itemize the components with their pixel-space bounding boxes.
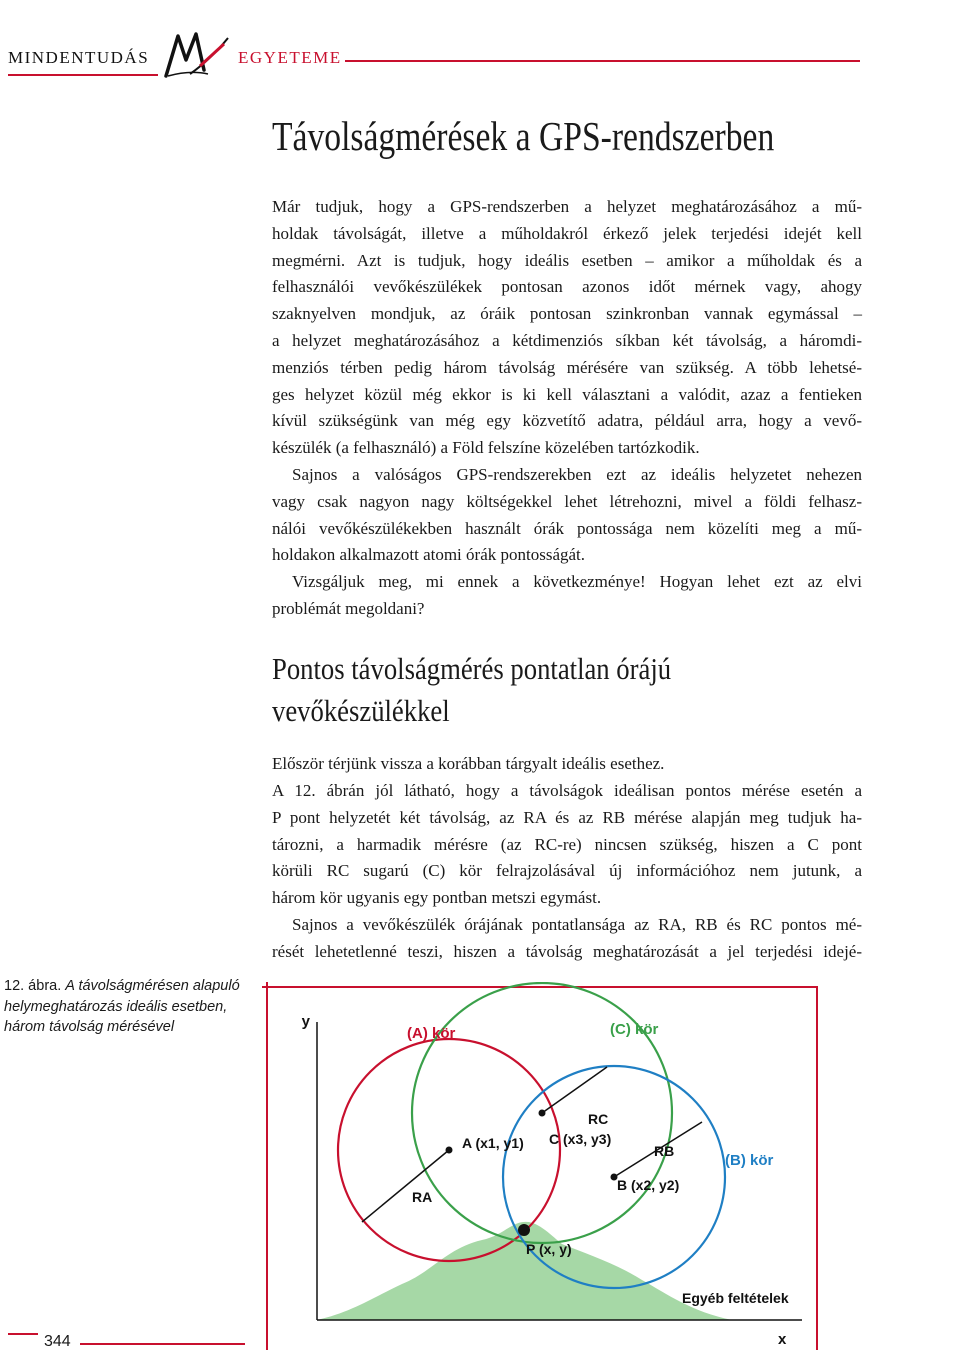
caption-text: A távolságmérésen alapuló helymeghatározás ideális esetben, három távolság mérésével [4, 978, 240, 1035]
point-b-label: B (x2, y2) [617, 1177, 680, 1193]
circle-a-label: (A) kör [407, 1025, 456, 1042]
heading-line: Pontos távolságmérés pontatlan órájú [272, 651, 672, 686]
section-heading [272, 648, 822, 732]
point-a-marker [446, 1147, 453, 1154]
paragraph-6 [272, 912, 862, 966]
header-divider-right [345, 60, 860, 62]
y-axis-label: y [301, 1013, 310, 1030]
point-c-marker [539, 1110, 546, 1117]
point-p-marker [518, 1224, 530, 1236]
radius-a-line [362, 1150, 449, 1222]
text-line: Először térjünk vissza a korábban tárgyalt ideális esethez. [272, 754, 665, 773]
heading-line: vevőkészülékkel [272, 693, 450, 728]
paragraph-5 [272, 778, 862, 912]
page-number-divider-right [80, 1343, 245, 1345]
text-line: Vizsgáljuk meg, mi ennek a következménye! Hogyan lehet ezt az elvi [292, 572, 862, 591]
text-line: tározni, a harmadik mérésre (az RC-re) nincsen szükség, hiszen a C pont [272, 834, 862, 854]
circle-b-label: (B) kör [725, 1152, 774, 1169]
text-line: problémát megoldani? [272, 598, 425, 618]
text-line: menziós térben pedig három távolság mérésére van szükség. A több lehetsé- [272, 357, 862, 377]
paragraph-3 [272, 569, 862, 623]
header-left-text: MINDENTUDÁS [8, 48, 150, 67]
text-line: Sajnos a vevőkészülék órájának pontatlansága az RA, RB és RC pontos mé- [292, 915, 862, 934]
text-line: Már tudjuk, hogy a GPS-rendszerben a helyzet meghatározásához a mű- [272, 197, 862, 216]
text-line: holdak távolságát, illetve a műholdakról érkező jelek terjedési idejét kell [272, 223, 862, 243]
circle-c-label: (C) kör [610, 1021, 659, 1038]
text-line: ges helyzet közül még ekkor is ki kell választani a valódit, azaz a fentieken [272, 384, 862, 404]
text-line: rését lehetetlenné teszi, hiszen a távolság meghatározását a jel terjedési idejé- [272, 941, 862, 961]
radius-c-label: RC [588, 1111, 609, 1127]
text-line: felhasználói vevőkészülékek pontosan azonos időt mérnek vagy, ahogy [272, 277, 862, 297]
text-line: Sajnos a valóságos GPS-rendszerekben ezt az ideális helyzetet nehezen [292, 465, 862, 484]
logo-icon [160, 30, 232, 80]
caption-label: 12. ábra. [4, 978, 62, 994]
paragraph-4 [272, 751, 862, 778]
x-axis-label: x [778, 1331, 787, 1348]
point-p-label: P (x, y) [526, 1241, 572, 1257]
text-line: P pont helyzetét két távolság, az RA és az RB mérése alapján meg tudjuk ha- [272, 807, 862, 827]
radius-a-label: RA [412, 1189, 433, 1205]
page-title: Távolságmérések a GPS-rendszerben [272, 113, 775, 159]
figure-caption [4, 976, 244, 1038]
radius-b-label: RB [654, 1143, 675, 1159]
page-number: 344 [44, 1333, 71, 1350]
figure-12 [262, 982, 822, 1352]
text-line: három kör ugyanis egy pontban metszi egymást. [272, 888, 602, 908]
text-line: megmérni. Azt is tudjuk, hogy ideális esetben – amikor a műholdak és a [272, 250, 862, 270]
text-line: holdakon alkalmazott atomi órák pontosságát. [272, 545, 586, 565]
text-line: A 12. ábrán jól látható, hogy a távolságok ideálisan pontos mérése esetén a [272, 781, 862, 800]
text-line: vagy csak nagyon nagy költségekkel lehet létrehozni, mivel a földi felhasz- [272, 491, 862, 511]
text-line: kívül szükségünk van még egy közvetítő adatra, például arra, hogy a vevő- [272, 411, 862, 431]
point-c-label: C (x3, y3) [549, 1131, 612, 1147]
paragraph-1 [272, 194, 862, 462]
point-a-label: A (x1, y1) [462, 1135, 524, 1151]
text-line: körüli RC sugarú (C) kör felrajzolásával új információhoz nem jutunk, a [272, 861, 862, 881]
header-right-text: EGYETEME [238, 48, 342, 67]
header-divider-left [8, 74, 158, 76]
text-line: szaknyelven mondjuk, az óráik pontosan szinkronban vannak egymással – [272, 304, 862, 324]
conditions-label: Egyéb feltételek [682, 1290, 789, 1306]
paragraph-2 [272, 462, 862, 569]
text-line: a helyzet meghatározásához a kétdimenziós síkban két távolság, a háromdi- [272, 330, 862, 350]
page-number-divider-left [8, 1333, 38, 1335]
text-line: nálói vevőkészülékekben használt órák pontossága nem közelíti meg a mű- [272, 518, 862, 538]
text-line: készülék (a felhasználó) a Föld felszíne közelében tartózkodik. [272, 438, 700, 458]
